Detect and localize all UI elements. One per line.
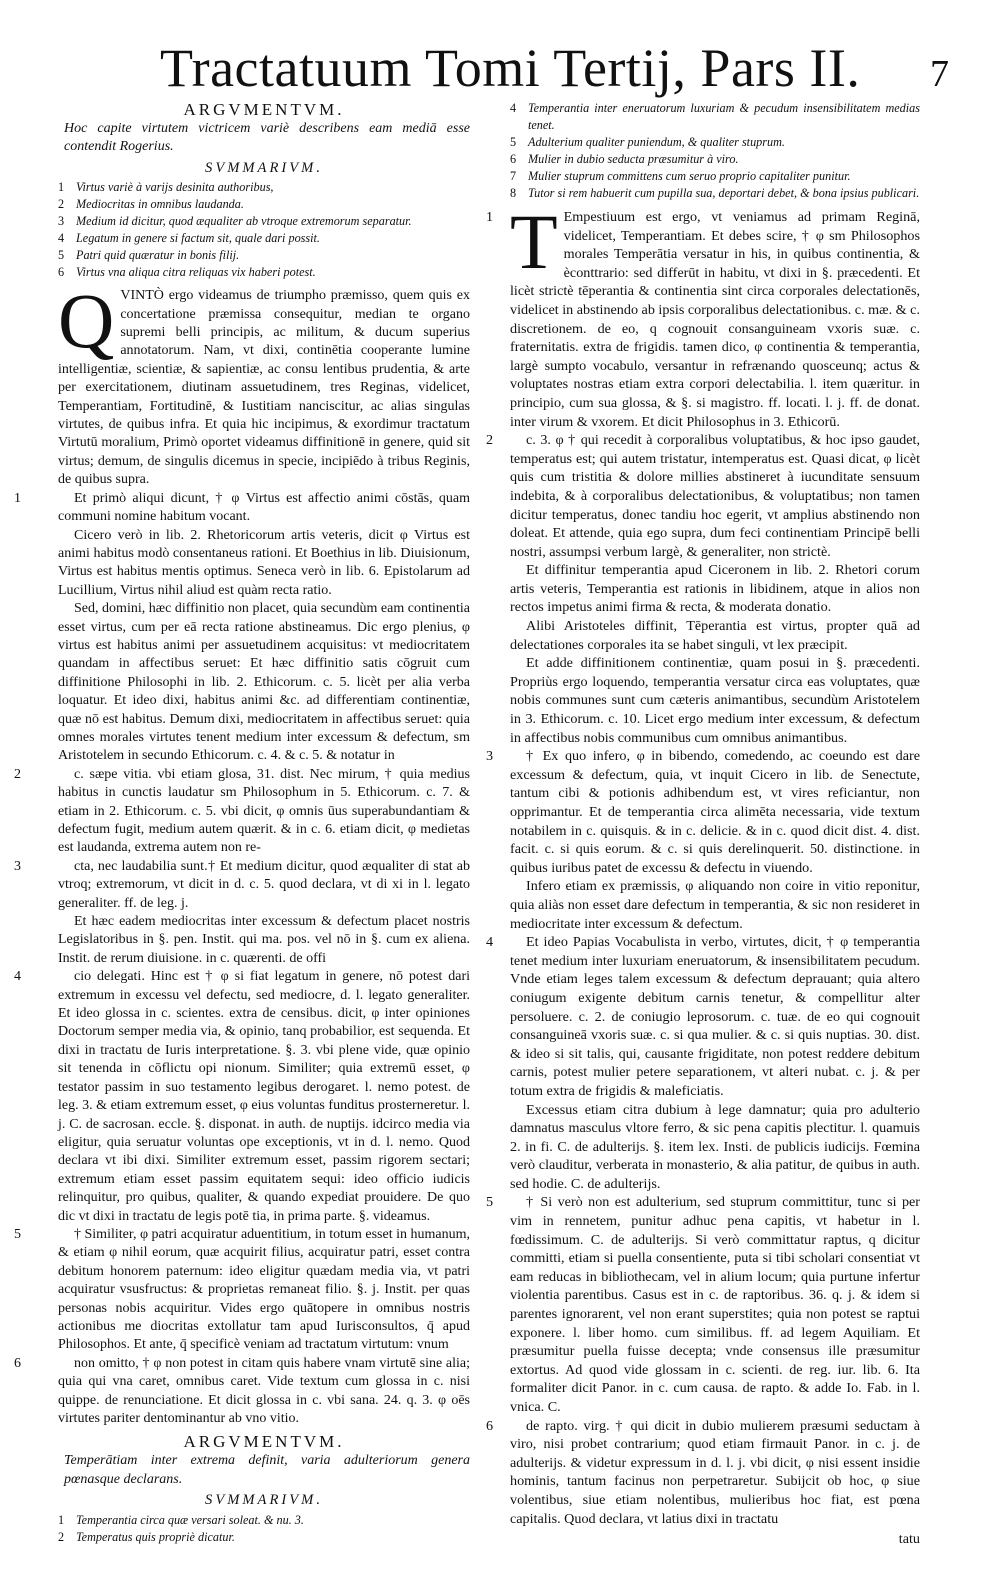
body-paragraph [510, 654, 920, 747]
margin-number: 1 [486, 209, 494, 225]
argumentum-text: Hoc capite virtutem victricem variè describens eam mediā esse contendit Rogerius. [64, 121, 470, 155]
body-paragraph [14, 968, 470, 1226]
summarium-list-continued [510, 100, 920, 202]
summary-item-number: 8 [510, 186, 517, 200]
body-paragraph [58, 600, 470, 766]
paragraph-text: Et adde diffinitionem continentiæ, quam posui in §. præcedenti. Propriùs ergo loquendo, temperantia versatur circa eas voluptates, quæ nobis communes sunt cum cæteris animantibus, secundùm Aristotelem in 3. Ethicorum. c. 10. Licet ergo medium inter excessum, & defectum in affectibus nobis communibus cum omnibus animantibus. [510, 655, 920, 746]
body-paragraph [58, 913, 470, 968]
summary-item-text: Temperantia inter eneruatorum luxuriam & pecudum insensibilitatem medias tenet. [528, 101, 920, 132]
right-column [486, 100, 920, 1547]
summary-item-text: Virtus variè à varijs desinita authoribus, [76, 180, 274, 195]
summary-item-text: Mediocritas in omnibus laudanda. [76, 197, 244, 212]
summary-item-number: 4 [510, 101, 517, 115]
summary-item-text: Temperatus quis propriè dicatur. [76, 1529, 235, 1544]
drop-cap: Q [58, 277, 115, 365]
body-paragraph [510, 877, 920, 933]
summary-item [58, 179, 470, 196]
margin-number: 5 [486, 1194, 494, 1211]
paragraph-text: Sed, domini, hæc diffinitio non placet, quia secundùm eam continentia esset virtus, cum per eā recta ratione abstineamus. Dic ergo plenius, φ virtus est habitus animi per assuetudinem acquisitus: vt mediocritatem quandam in affectibus seruet: Et hæc diffinitio satis cōgruit cum diffinitione Philosophi in lib. 2. Ethicorum. c. 5. licèt per alia verba loquatur. Et ideo dixi, habitus animi &c. ad differentiam continentiæ, quæ nō est habitus. Demum dixi, mediocritatem in affectibus seruet: quia omnes morales virtutes tenent medium inter excessum & defectum, sm Aristotelem in secundo Ethicorum. c. 4. & c. 5. & notatur in [58, 601, 470, 764]
paragraph-text: Et primò aliqui dicunt, † φ Virtus est affectio animi cōstās, quam communi nomine habitum vocant. [58, 490, 470, 525]
summary-item-text: Adulterium qualiter puniendum, & qualiter stuprum. [528, 135, 785, 149]
argumentum-text-2: Temperātiam inter extrema definit, varia adulteriorum genera pœnasque declarans. [64, 1453, 470, 1487]
summarium-heading: SVMMARIVM. [205, 159, 323, 176]
summary-item [510, 185, 920, 202]
argumentum-heading: ARGVMENTVM. [183, 100, 345, 119]
body-paragraph [486, 747, 920, 877]
paragraph-text: Et diffinitur temperantia apud Ciceronem in lib. 2. Rhetori corum artis veteris, Temperantia est rationis in libidinem, atque in alios non rectos impetus animi firma & recta, & moderata donatio. [510, 562, 920, 616]
left-column [14, 100, 470, 1552]
body-paragraph [58, 277, 470, 489]
summary-item-number: 4 [58, 231, 65, 246]
summary-item-number: 5 [510, 135, 517, 149]
margin-number: 6 [486, 1417, 494, 1434]
summary-item-text: Mulier in dubio seducta præsumitur à viro. [528, 152, 739, 166]
body-paragraph [58, 527, 470, 601]
summary-item-text: Medium id dicitur, quod æqualiter ab vtroque extremorum separatur. [76, 214, 412, 229]
body-paragraph [14, 858, 470, 913]
paragraph-text: de rapto. virg. † qui dicit in dubio mulierem præsumi seductam à viro, nisi probet contrarium; quod etiam firmauit Panor. in c. j. de adulterijs. & videtur expressum in d. l. j. vbi dicit, φ nisi essent insidie hominis, tantum facinus non perpetraretur. Subijcit ob hoc, φ siue volentibus, siue etiam nolentibus, mulieribus hoc fiat, est pœna capitalis. Quod declara, vt latius dixi in tractatu [510, 1417, 920, 1527]
paragraph-text: † Similiter, φ patri acquiratur aduentitium, in totum esset in humanum, & etiam φ nihil eorum, quæ acquirit filius, acquiratur patri, esset contra debitum honorem paternum: ideo eligitur quædam media via, vt patri acquiratur vsusfructus: & proprietas remaneat filio. §. j. Instit. per quas personas nobis acquiritur. Vides ergo quātopere in omnibus nostris actionibus me diocritas extollatur tam apud Iurisconsultos, q̄ apud Philosophos. Et ante, q̄ specificè veniam ad tractatum virtutum: vnum [58, 1226, 470, 1353]
body-paragraph [510, 561, 920, 617]
paragraph-text: Et hæc eadem mediocritas inter excessum & defectum placet nostris Legislatoribus in §. pen. Instit. qui ma. pos. vel nō in §. cum ex aliena. Instit. de rerum diuisione. in c. quærenti. de offi [58, 914, 470, 966]
body-paragraph [14, 766, 470, 858]
summary-item-text: Tutor si rem habuerit cum pupilla sua, deportari debet, & bona ipsius publicari. [528, 186, 920, 200]
summary-item-number: 6 [510, 152, 517, 166]
paragraph-text: cta, nec laudabilia sunt.† Et medium dicitur, quod æqualiter di stat ab vtroq; extremorum, vt dicit in d. c. 5. quod declara, vt di xi in l. legato generaliter. ff. de leg. j. [58, 858, 470, 911]
summary-item-number: 3 [58, 214, 65, 229]
summary-item-number: 7 [510, 169, 517, 183]
summary-item [58, 213, 470, 230]
summary-item-number: 6 [58, 265, 65, 280]
paragraph-text: VINTÒ ergo videamus de triumpho præmisso, quem quis ex concertatione præmissa consequitur, median te organo supremi belli principis, ac militum, & ducum superius annotatorum. Nam, vt dixi, continētia cooperante lumine intelligentiæ, scientiæ, & sapientiæ, ac consu lentibus prudentia, & arte per exercitationem, diutinam assuetudinem, tres Reginas, videlicet, Temperantiam, Fortitudinē, & Iustitiam nanciscitur, ac alias singulas virtutes, de quibus infra. Et quia hic incipimus, & exordimur tractatum Virtutū moralium, Primò oportet videamus diffinitionē in genere, quid sit virtus; demum, de singulis dicemus in specie, incipiēdo à tribus Reginis, de quibus supra. [58, 288, 470, 488]
paragraph-text: † Ex quo infero, φ in bibendo, comedendo, ac coeundo est dare excessum & defectum, quia, vt inquit Cicero in lib. de Senectute, tantum cibi & potionis adhibendum est, vt vires reficiantur, non opprimantur. Et de temperantia circa alimēta necessaria, vide textum notabilem in c. quisquis. & in c. delicie. & in c. quod dicit dist. 4. dist. facit. c. si quis eorum. & c. si quis derelinquerit. 50. distinctione. in quibus iuribus patet de excessu & defectu in viuendo. [510, 748, 920, 876]
margin-number: 2 [14, 766, 21, 782]
left-body-text [14, 277, 470, 1428]
margin-number: 4 [14, 969, 21, 985]
page-number: 7 [930, 53, 949, 95]
summary-item [58, 1512, 470, 1529]
summary-item-text: Patri quid quæratur in bonis filij. [76, 248, 240, 263]
summary-item [58, 230, 470, 247]
body-paragraph [486, 1417, 920, 1529]
paragraph-text: Alibi Aristoteles diffinit, Tēperantia est virtus, propter quā ad delectationes corporales ita se habet singuli, vt lex præcipit. [510, 618, 920, 653]
paragraph-text: c. 3. φ † qui recedit à corporalibus voluptatibus, & hoc ipso gaudet, temperatus est; qui autem tristatur, intemperatus est. Quasi dicat, φ licèt quis cum tristitia & dolore millies abstineret à iucunditate sensuum indebita, & à corporalibus delectationibus, & voluptatibus; non tamen dicitur temperatus, donec tandiu hoc egerit, vt amplius abstinendo non doleat. Et attende, quia ego supra, dum feci continentiam Principē belli nostri, assumpsi verbum largè, & generaliter, non strictè. [510, 432, 920, 560]
summary-item-number: 1 [58, 1512, 65, 1527]
margin-number: 3 [14, 858, 21, 874]
running-header [0, 38, 1000, 108]
summary-item [58, 247, 470, 264]
summary-item-text: Temperantia circa quæ versari soleat. & nu. 3. [76, 1512, 304, 1527]
body-paragraph [486, 1193, 920, 1416]
right-body-text [486, 198, 920, 1528]
summary-item-text: Mulier stuprum committens cum seruo proprio capitaliter punitur. [528, 169, 851, 183]
paragraph-text: non omitto, † φ non potest in citam quis habere vnam virtutē sine alia; quia qui vna caret, omnibus caret. Vide textum cum glossa in c. nisi quippe. de renunciatione. Et dicit glossa in c. vbi sana. 24. q. 3. φ oēs virtutes pariter dentominantur ab vno vitio. [58, 1355, 470, 1426]
body-paragraph [14, 1226, 470, 1355]
margin-number: 4 [486, 934, 494, 951]
summarium-heading-2: SVMMARIVM. [205, 1492, 323, 1509]
summary-item-number: 2 [58, 1529, 65, 1544]
paragraph-text: Empestiuum est ergo, vt veniamus ad primam Reginā, videlicet, Temperantiam. Et debes scire, † φ sm Philosophos morales Temperātia versatur in his, in quibus continentia, & èconttrario: sed differūt in habitu, vt dixi in §. præcedenti. Et licèt strictè tēperantia & continentia sint circa corporales delectationēs, videlicet in abstinendo ab ipsis corporalibus delectationibus. c. mæ. & c. discretionem. de eo, q cognouit consanguineam vxoris suæ. c. fraternitatis. extra de frigidis. tamen dico, φ continentia & temperantia, largè sumpto vocabulo, versantur in refrænando quosceunq; actus & voluptates nostras etiam extra corpori delectabilia. l. item quæritur. in principio, cum sua glossa, & §. si magistro. ff. locati. l. j. ff. de donat. inter virum & vxorem. Et dicit Philosophus in 3. Ethicorū. [510, 209, 920, 430]
margin-number: 3 [486, 748, 494, 765]
summary-item-text: Virtus vna aliqua citra reliquas vix haberi potest. [76, 265, 316, 280]
summary-item-text: Legatum in genere si factum sit, quale dari possit. [76, 231, 320, 246]
summary-item-number: 5 [58, 248, 65, 263]
margin-number: 5 [14, 1226, 21, 1242]
drop-cap: T [510, 198, 558, 285]
body-paragraph [486, 933, 920, 1100]
summary-item [510, 151, 920, 168]
argumentum-heading-2: ARGVMENTVM. [183, 1432, 345, 1452]
summary-item [58, 1529, 470, 1546]
body-paragraph [510, 617, 920, 654]
summary-item [58, 264, 470, 281]
paragraph-text: Infero etiam ex præmissis, φ aliquando non coire in vitio reponitur, quia aliàs non esset dare defectum in temperantia, & sic non resideret in mediocritate inter excessum & defectum. [510, 878, 920, 932]
margin-number: 2 [486, 432, 494, 449]
summary-item [58, 196, 470, 213]
summary-item [510, 100, 920, 134]
summary-item [510, 134, 920, 151]
margin-number: 6 [14, 1355, 21, 1371]
paragraph-text: c. sæpe vitia. vbi etiam glosa, 31. dist. Nec mirum, † quia medius habitus in cunctis laudatur sm Philosophum in 5. Ethicorum. c. 7. & etiam in 2. Ethicorum. c. 5. vbi dicit, φ omnis ūus superabundantiam & defectum fugit, medium autem quærit. & in c. 6. etiam dicit, φ medietas est laudanda, extrema autem non re- [58, 766, 470, 856]
paragraph-text: † Si verò non est adulterium, sed stuprum committitur, tunc si per vim in rennetem, punitur adhuc pena capitis, vt habetur in l. fœdissimum. C. de adulterijs. Si verò committatur raptus, q dicitur committi, etiam si puella consentiente, puta si tibi scholari consentiat vt eam reducas in bibliothecam, vel in alium locum; quia purtune infertur violentia parentibus. Casus est in c. de raptoribus. 36. q. j. & idem si parentes ignorarent, vel non erant superstites; quia non potest se raptui exponere. l. liber homo. cum similibus. ff. ad legem Aquiliam. Et præsumitur puella fuisse decepta; vnde consensus ille præsumitur extortus. Ad quod vide glossam in c. scienti. de reg. iur. lib. 6. Ita formaliter dicit Panor. in c. cum causa. de rapto. & adde Io. Fab. in l. vnica. C. [510, 1194, 920, 1415]
page-title: Tractatuum Tomi Tertij, Pars II. [160, 38, 861, 98]
body-paragraph [14, 1355, 470, 1429]
summarium-list-2 [58, 1512, 470, 1546]
catchword: tatu [898, 1530, 920, 1547]
body-paragraph [14, 490, 470, 527]
paragraph-text: Et ideo Papias Vocabulista in verbo, virtutes, dicit, † φ temperantia tenet medium inter luxuriam eneruatorum, & insensibilitatem pecudum. Vnde etiam leges talem excessum & defectum deprauant; quia altero coniugum exigente debitum carnis tenetur, & compellitur alter persoluere. c. 2. de coniugio leprosorum. c. tuæ. de eo qui cognouit consanguineā vxoris suæ. c. si qua mulier. & c. si quis nuptias. 30. dist. & ideo si sit talis, qui, causante frigiditate, non potest reddere debitum carnis, potest mulier petere separationem, vt alteri nubat. c. j. & per totum extra de frigidis & maleficiatis. [510, 934, 920, 1099]
body-paragraph [486, 198, 920, 431]
summary-item-number: 2 [58, 197, 65, 212]
body-paragraph [510, 1101, 920, 1194]
paragraph-text: cio delegati. Hinc est † φ si fiat legatum in genere, nō potest dari extremum in excessu vel defectu, sed mediocre, d. l. legato generaliter. Et ideo glossa in c. scientes. extra de censibus. dicit, φ inter opiniones Doctorum semper media via, & opinio, tanq probabilior, est sequenda. Et dixi in tractatu de Iuris interpretatione. §. 3. vbi plene vide, quæ opinio sit tenenda in cōflictu opi nionum. Similiter; quia extremū esset, φ testator passim in suo testamento legibus derogaret. l. nemo potest. de leg. 3. & etiam extremum esset, φ eius voluntas funditus prosterneretur. l. j. C. de sacrosan. eccle. §. disponat. in auth. de nuptijs. idcirco media via eligitur, quia seruatur voluntas ope exceptionis, vt in d. l. nemo. Quod declara vt ibi dixi. Similiter extremum esset, passim rigorem sectari; extremum etiam esset passim equitatem sequi: ideo officio iudicis relinquitur, pro quibus, qualiter, & quando expediat prouidere. De quo dic vt dixi in tractatu de legis potē tia, in prima parte. §. videamus. [58, 969, 470, 1224]
margin-number: 1 [14, 490, 21, 506]
body-paragraph [486, 431, 920, 561]
paragraph-text: Cicero verò in lib. 2. Rhetoricorum artis veteris, dicit φ Virtus est animi habitus modò consentaneus rationi. Et Boethius in lib. Diuisionum, Virtus est habitus mentis optimus. Seneca verò in lib. 6. Epistolarum ad Lucillium, Virtus nihil aliud est quàm recta ratio. [58, 527, 470, 598]
paragraph-text: Excessus etiam citra dubium à lege damnatur; quia pro adulterio damnatus masculus vltore ferro, & sic pena capitis plectitur. l. quamuis 2. in fi. C. de adulterijs. §. item lex. Insti. de publicis iudicijs. Fœmina verò clauditur, verberata in monasterio, & alia patitur, de quibus in auth. sed hodie. C. de adulterijs. [510, 1101, 920, 1192]
summarium-list [58, 179, 470, 281]
summary-item-number: 1 [58, 180, 65, 195]
summary-item [510, 168, 920, 185]
